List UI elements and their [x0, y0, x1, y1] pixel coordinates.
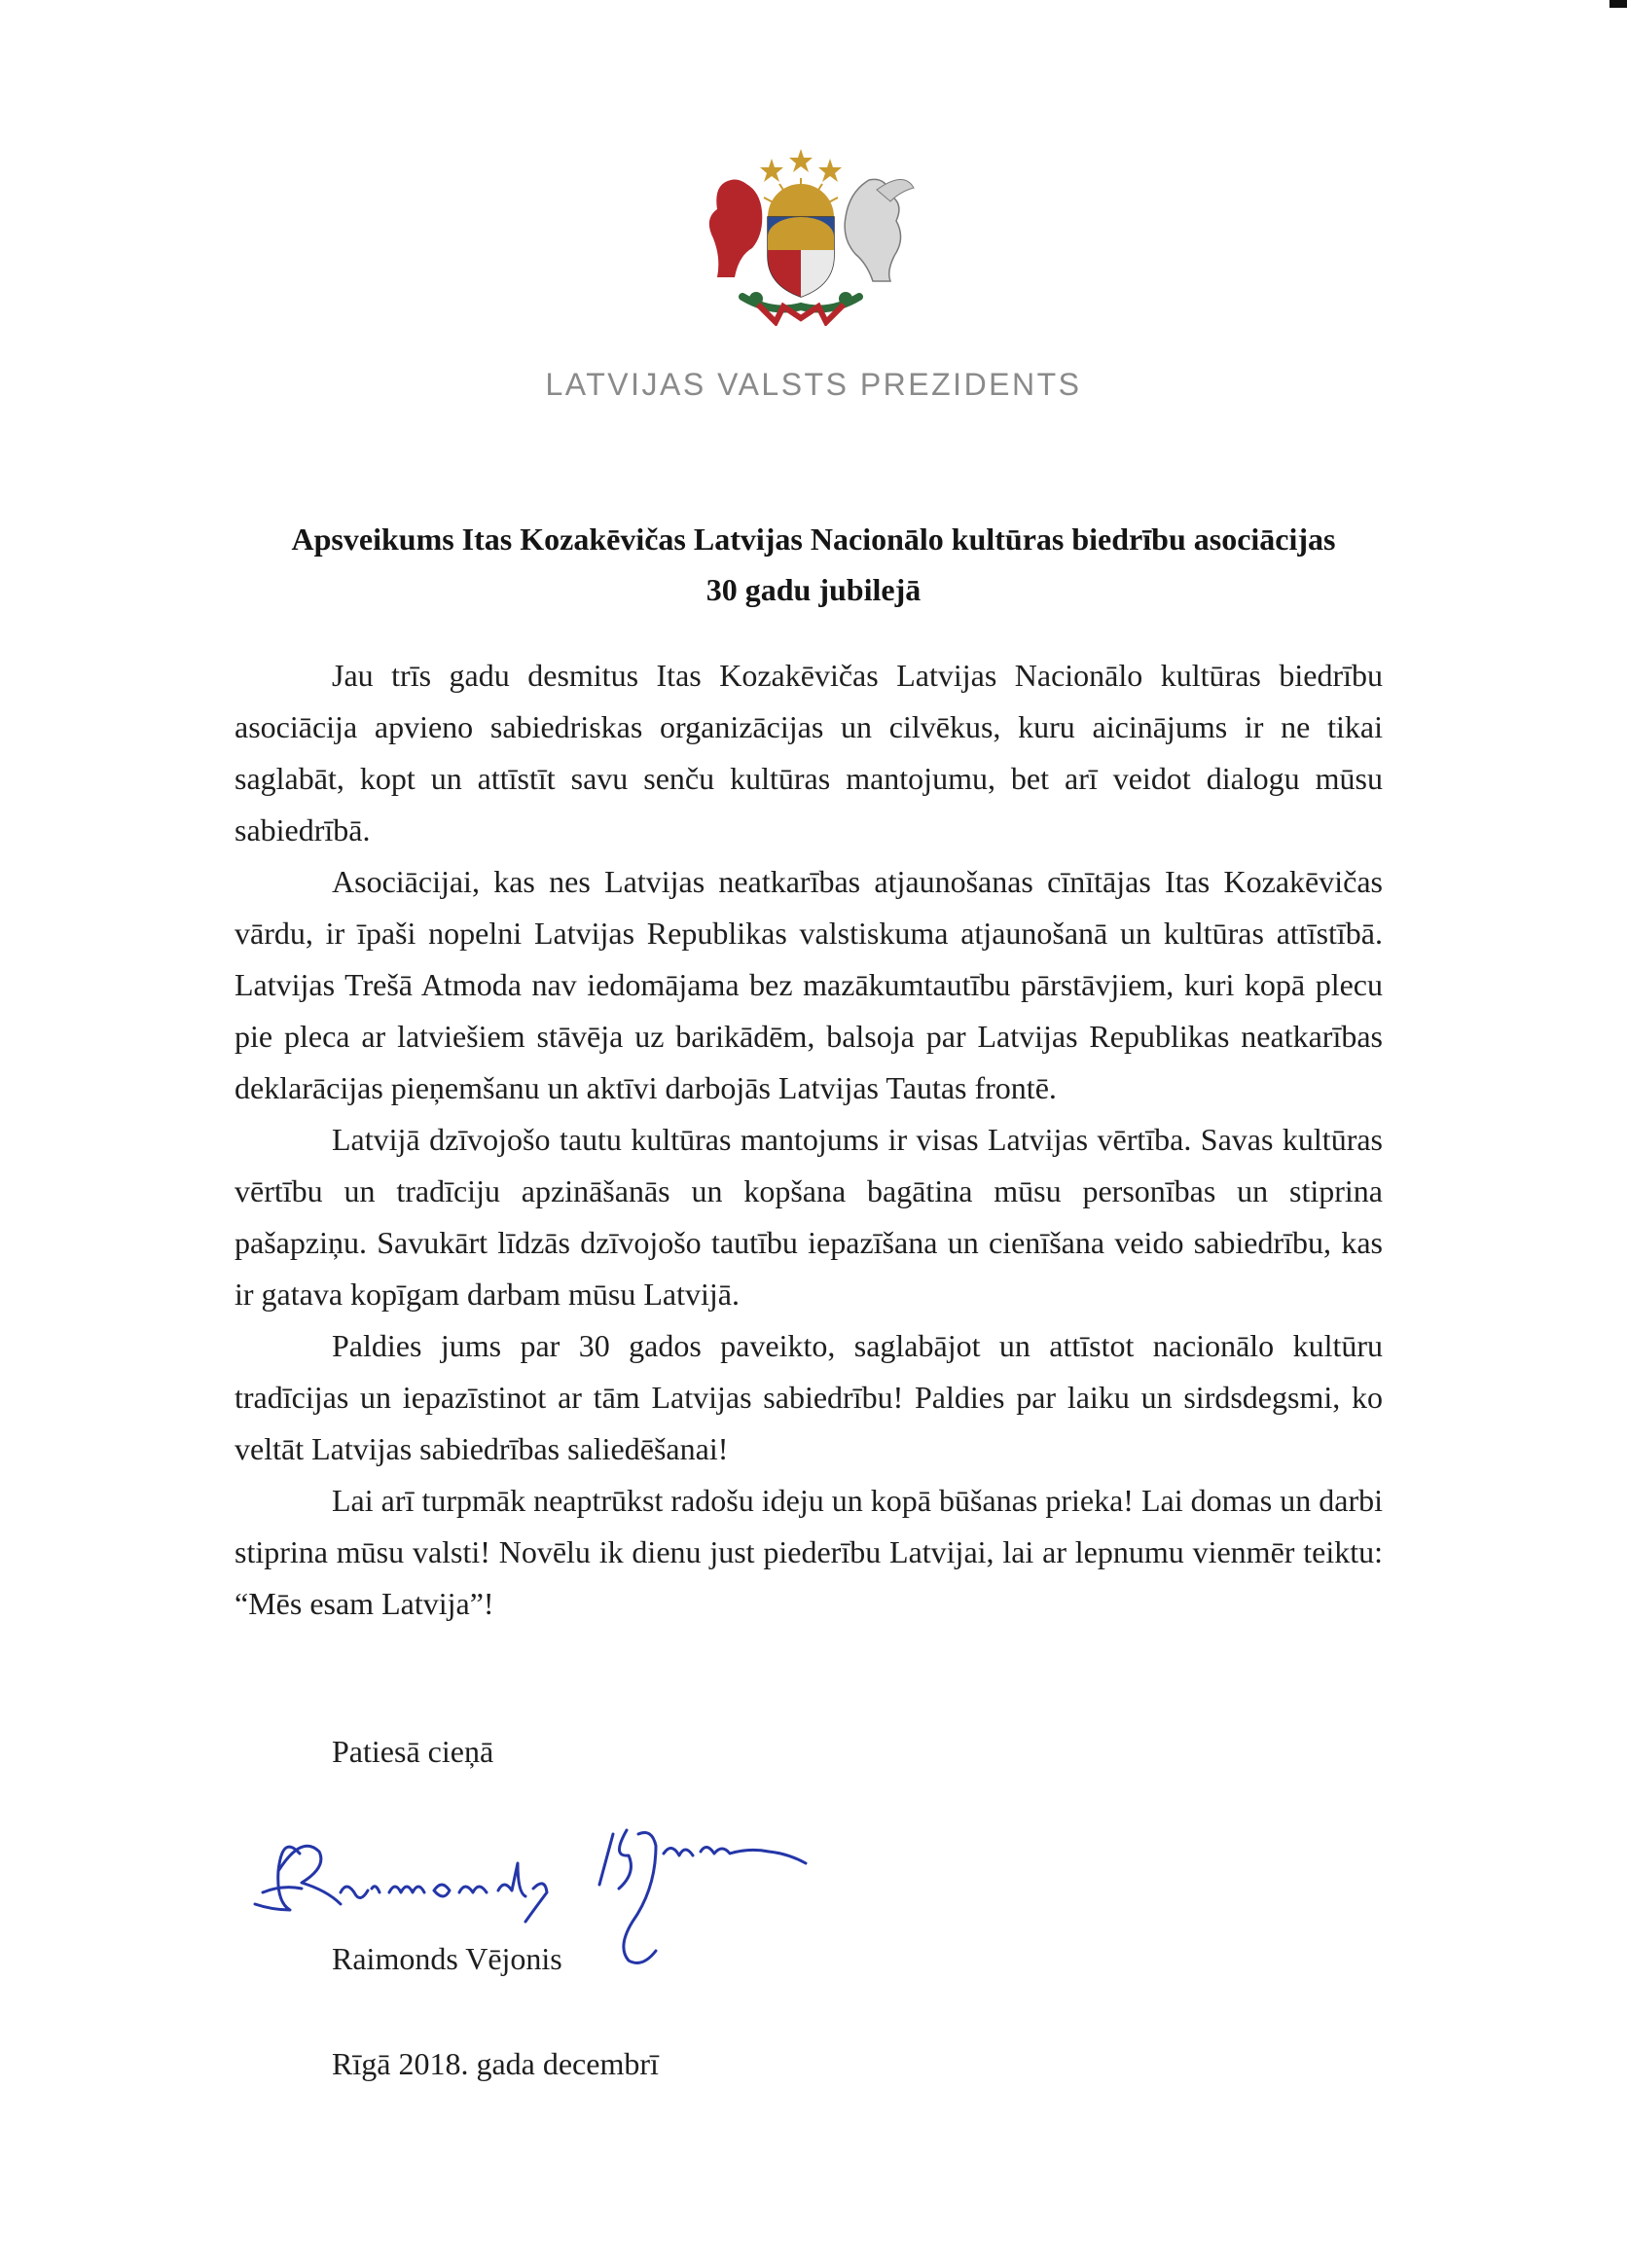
- paragraph-3: Latvijā dzīvojošo tautu kultūras mantojums ir visas Latvijas vērtība. Savas kultūras vērtību un tradīciju apzināšanās un kopšana bagātina mūsu personības un stiprina pašapziņu. Savukārt līdzās dzīvojošo tautību iepazīšana un cienīšana veido sabiedrību, kas ir gatava kopīgam darbam mūsu Latvijā.: [235, 1122, 1383, 1312]
- letter-title-line-2: 30 gadu jubilejā: [705, 572, 922, 607]
- paragraph-4: Paldies jums par 30 gados paveikto, saglabājot un attīstot nacionālo kultūru tradīcijas un iepazīstinot ar tām Latvijas sabiedrību! Paldies par laiku un sirdsdegsmi, ko veltāt Latvijas sabiedrības saliedēšanai!: [235, 1328, 1383, 1466]
- paragraph-1: Jau trīs gadu desmitus Itas Kozakēvičas Latvijas Nacionālo kultūras biedrību asociācija apvieno sabiedriskas organizācijas un cilvēkus, kuru aicinājums ir ne tikai saglabāt, kopt un attīstīt savu senču kultūras mantojumu, bet arī veidot dialogu mūsu sabiedrībā.: [235, 658, 1383, 847]
- paragraph-2: Asociācijai, kas nes Latvijas neatkarības atjaunošanas cīnītājas Itas Kozakēvičas vārdu, ir īpaši nopelni Latvijas Republikas valstiskuma atjaunošanā un kultūras attīstībā. Latvijas Trešā Atmoda nav iedomājama bez mazākumtautību pārstāvjiem, kuri kopā plecu pie pleca ar latviešiem stāvēja uz barikādēm, balsoja par Latvijas Republikas neatkarības deklarācijas pieņemšanu un aktīvi darbojās Latvijas Tautas frontē.: [235, 864, 1383, 1105]
- signer-name: Raimonds Vējonis: [332, 1941, 562, 1976]
- letter-title-line-1: Apsveikums Itas Kozakēvičas Latvijas Nacionālo kultūras biedrību asociācijas: [291, 522, 1336, 557]
- scan-corner-mark: [1609, 0, 1627, 8]
- latvia-coat-of-arms-icon: [674, 141, 927, 326]
- place-and-date: Rīgā 2018. gada decembrī: [332, 2046, 659, 2081]
- letter-body: [235, 650, 1383, 1630]
- paragraph-5: Lai arī turpmāk neaptrūkst radošu ideju un kopā būšanas prieka! Lai domas un darbi stiprina mūsu valsti! Novēlu ik dienu just piederību Latvijai, lai ar lepnumu vienmēr teiktu: “Mēs esam Latvija”!: [235, 1483, 1383, 1621]
- closing-phrase: Patiesā cieņā: [332, 1734, 494, 1769]
- institution-name: LATVIJAS VALSTS PREZIDENTS: [545, 367, 1082, 402]
- letter-title: [156, 514, 1471, 615]
